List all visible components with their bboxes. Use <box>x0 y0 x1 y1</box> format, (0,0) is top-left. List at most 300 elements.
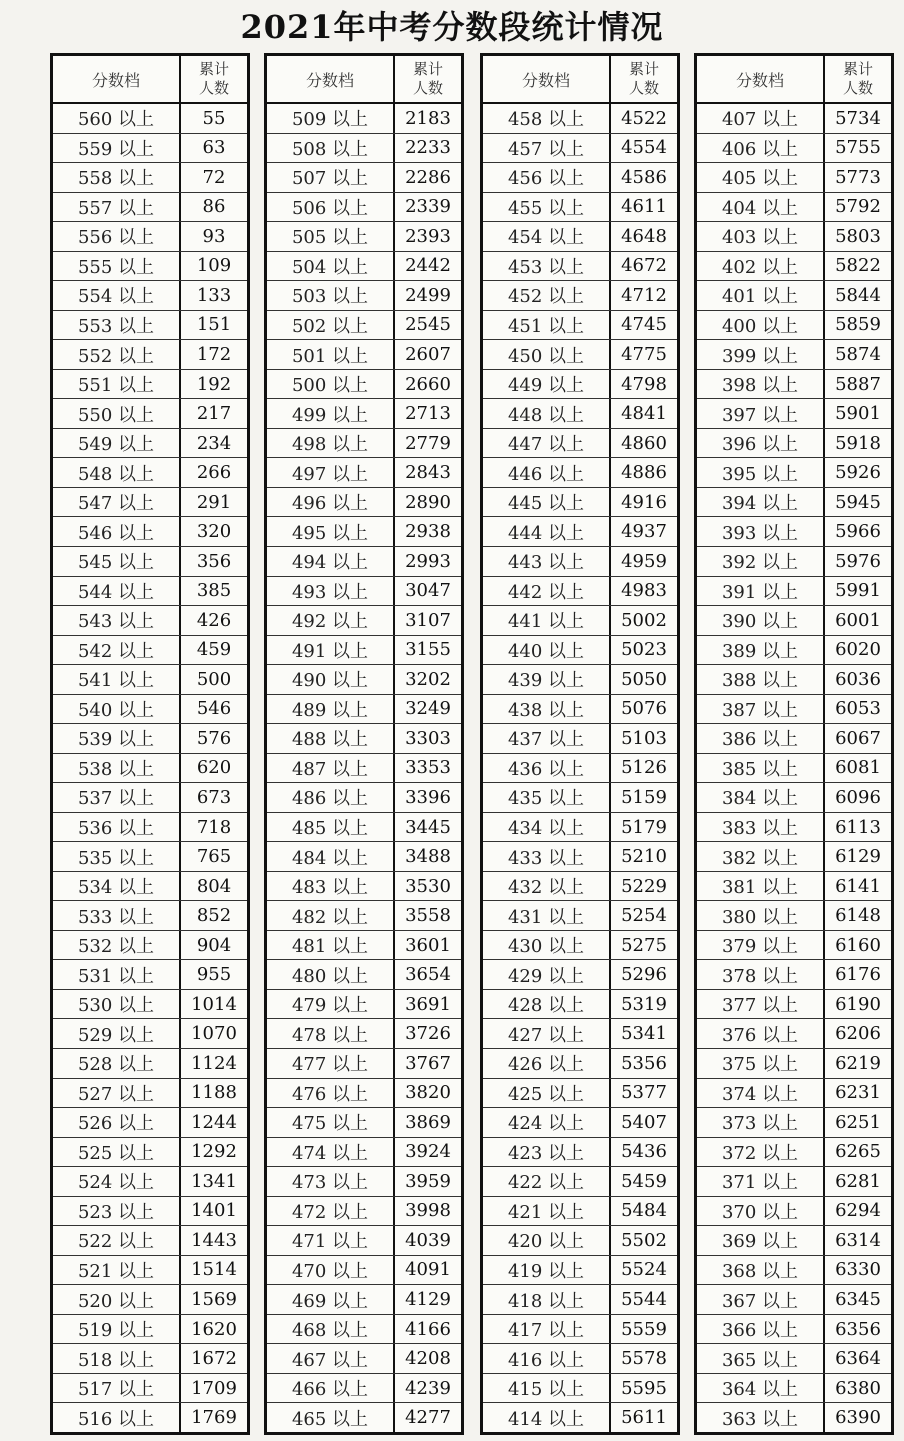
cumulative-count-cell: 3924 <box>405 1141 451 1163</box>
table-row <box>53 724 247 754</box>
table-row <box>483 222 677 252</box>
table-row <box>53 1315 247 1345</box>
cumulative-count-cell: 2843 <box>405 462 451 484</box>
cumulative-header-line1: 累计 <box>198 60 229 78</box>
score-cell: 496 以上 <box>267 488 395 517</box>
cumulative-count-cell: 5484 <box>621 1200 667 1222</box>
cumulative-count-cell: 3820 <box>405 1082 451 1104</box>
score-cell: 406 以上 <box>697 134 825 163</box>
score-cell: 373 以上 <box>697 1108 825 1137</box>
cumulative-count-cell: 1769 <box>191 1407 237 1429</box>
score-cell: 541 以上 <box>53 665 181 694</box>
score-cell: 532 以上 <box>53 931 181 960</box>
cumulative-count-cell: 3998 <box>405 1200 451 1222</box>
score-cell: 517 以上 <box>53 1374 181 1403</box>
table-row <box>697 429 891 459</box>
table-row <box>53 1344 247 1374</box>
table-row <box>483 1197 677 1227</box>
cumulative-count-cell: 4522 <box>621 107 667 129</box>
score-cell: 557 以上 <box>53 193 181 222</box>
cumulative-count-cell: 804 <box>196 875 232 897</box>
cumulative-count-cell: 1401 <box>191 1200 237 1222</box>
table-header <box>53 56 247 104</box>
score-cell: 368 以上 <box>697 1256 825 1285</box>
cumulative-count-cell: 133 <box>196 284 232 306</box>
cumulative-count-cell: 1070 <box>191 1023 237 1045</box>
score-cell: 474 以上 <box>267 1138 395 1167</box>
table-header <box>697 56 891 104</box>
cumulative-count-cell: 5436 <box>621 1141 667 1163</box>
score-cell: 378 以上 <box>697 960 825 989</box>
cumulative-column-header <box>181 56 247 102</box>
score-cell: 428 以上 <box>483 990 611 1019</box>
score-cell: 381 以上 <box>697 872 825 901</box>
cumulative-count-cell: 765 <box>196 846 232 868</box>
score-cell: 500 以上 <box>267 370 395 399</box>
table-row <box>697 872 891 902</box>
table-row <box>267 577 461 607</box>
cumulative-count-cell: 955 <box>196 964 232 986</box>
score-cell: 495 以上 <box>267 517 395 546</box>
cumulative-count-cell: 6053 <box>835 698 881 720</box>
cumulative-count-cell: 4672 <box>621 255 667 277</box>
cumulative-column-header <box>611 56 677 102</box>
score-cell: 438 以上 <box>483 695 611 724</box>
score-cell: 525 以上 <box>53 1138 181 1167</box>
cumulative-count-cell: 1014 <box>191 993 237 1015</box>
score-cell: 363 以上 <box>697 1403 825 1432</box>
table-row <box>53 695 247 725</box>
score-cell: 520 以上 <box>53 1285 181 1314</box>
score-cell: 443 以上 <box>483 547 611 576</box>
score-cell: 427 以上 <box>483 1019 611 1048</box>
table-row <box>697 990 891 1020</box>
table-row <box>697 783 891 813</box>
table-row <box>267 842 461 872</box>
cumulative-count-cell: 1443 <box>191 1229 237 1251</box>
table-row <box>483 399 677 429</box>
cumulative-count-cell: 217 <box>196 403 232 425</box>
score-cell: 434 以上 <box>483 813 611 842</box>
table-row <box>483 1226 677 1256</box>
table-row <box>53 1138 247 1168</box>
cumulative-count-cell: 3869 <box>405 1111 451 1133</box>
table-row <box>53 842 247 872</box>
score-cell: 469 以上 <box>267 1285 395 1314</box>
score-cell: 392 以上 <box>697 547 825 576</box>
score-cell: 476 以上 <box>267 1079 395 1108</box>
cumulative-count-cell: 5887 <box>835 373 881 395</box>
cumulative-count-cell: 86 <box>202 196 226 218</box>
cumulative-count-cell: 6067 <box>835 727 881 749</box>
score-cell: 395 以上 <box>697 458 825 487</box>
score-cell: 548 以上 <box>53 458 181 487</box>
score-cell: 485 以上 <box>267 813 395 842</box>
table-row <box>267 1403 461 1432</box>
score-cell: 423 以上 <box>483 1138 611 1167</box>
cumulative-count-cell: 6148 <box>835 905 881 927</box>
table-row <box>53 429 247 459</box>
score-table-4 <box>694 53 894 1435</box>
table-row <box>483 960 677 990</box>
score-cell: 388 以上 <box>697 665 825 694</box>
table-row <box>483 842 677 872</box>
cumulative-count-cell: 2993 <box>405 550 451 572</box>
cumulative-count-cell: 4208 <box>405 1348 451 1370</box>
score-cell: 486 以上 <box>267 783 395 812</box>
table-row <box>483 1374 677 1404</box>
table-row <box>483 1344 677 1374</box>
score-cell: 528 以上 <box>53 1049 181 1078</box>
score-cell: 380 以上 <box>697 901 825 930</box>
table-row <box>697 931 891 961</box>
cumulative-count-cell: 4554 <box>621 137 667 159</box>
score-cell: 365 以上 <box>697 1344 825 1373</box>
table-row <box>483 695 677 725</box>
table-row <box>483 1108 677 1138</box>
score-cell: 482 以上 <box>267 901 395 930</box>
cumulative-count-cell: 5356 <box>621 1052 667 1074</box>
cumulative-count-cell: 5926 <box>835 462 881 484</box>
table-row <box>483 636 677 666</box>
table-row <box>267 1138 461 1168</box>
score-cell: 538 以上 <box>53 754 181 783</box>
score-cell: 483 以上 <box>267 872 395 901</box>
table-row <box>697 1019 891 1049</box>
table-row <box>697 1108 891 1138</box>
score-column-header: 分数档 <box>483 56 611 102</box>
cumulative-count-cell: 6356 <box>835 1318 881 1340</box>
table-row <box>267 547 461 577</box>
table-row <box>697 517 891 547</box>
score-cell: 394 以上 <box>697 488 825 517</box>
score-cell: 559 以上 <box>53 134 181 163</box>
score-cell: 448 以上 <box>483 399 611 428</box>
score-cell: 422 以上 <box>483 1167 611 1196</box>
cumulative-count-cell: 3530 <box>405 875 451 897</box>
score-cell: 533 以上 <box>53 901 181 930</box>
table-row <box>697 695 891 725</box>
table-row <box>697 488 891 518</box>
score-cell: 481 以上 <box>267 931 395 960</box>
cumulative-count-cell: 2660 <box>405 373 451 395</box>
cumulative-count-cell: 5991 <box>835 580 881 602</box>
cumulative-count-cell: 6294 <box>835 1200 881 1222</box>
score-cell: 404 以上 <box>697 193 825 222</box>
table-row <box>697 370 891 400</box>
table-row <box>267 222 461 252</box>
cumulative-count-cell: 2233 <box>405 137 451 159</box>
score-cell: 384 以上 <box>697 783 825 812</box>
table-row <box>483 252 677 282</box>
score-cell: 536 以上 <box>53 813 181 842</box>
score-cell: 416 以上 <box>483 1344 611 1373</box>
cumulative-count-cell: 4611 <box>621 196 667 218</box>
score-cell: 371 以上 <box>697 1167 825 1196</box>
cumulative-count-cell: 5874 <box>835 344 881 366</box>
cumulative-count-cell: 852 <box>196 905 232 927</box>
cumulative-count-cell: 673 <box>196 786 232 808</box>
score-cell: 549 以上 <box>53 429 181 458</box>
cumulative-count-cell: 5976 <box>835 550 881 572</box>
table-row <box>697 399 891 429</box>
table-row <box>267 1019 461 1049</box>
table-row <box>53 1079 247 1109</box>
score-cell: 534 以上 <box>53 872 181 901</box>
cumulative-header-line2: 人数 <box>198 79 229 97</box>
table-row <box>697 665 891 695</box>
cumulative-count-cell: 4983 <box>621 580 667 602</box>
cumulative-count-cell: 6176 <box>835 964 881 986</box>
cumulative-count-cell: 356 <box>196 550 232 572</box>
cumulative-count-cell: 6314 <box>835 1229 881 1251</box>
cumulative-count-cell: 93 <box>202 225 226 247</box>
score-cell: 467 以上 <box>267 1344 395 1373</box>
score-cell: 494 以上 <box>267 547 395 576</box>
cumulative-count-cell: 5210 <box>621 846 667 868</box>
score-cell: 503 以上 <box>267 281 395 310</box>
cumulative-count-cell: 1292 <box>191 1141 237 1163</box>
table-row <box>53 1108 247 1138</box>
table-body <box>483 104 677 1432</box>
cumulative-count-cell: 4039 <box>405 1229 451 1251</box>
cumulative-count-cell: 1709 <box>191 1377 237 1399</box>
cumulative-count-cell: 1188 <box>191 1082 237 1104</box>
table-row <box>53 665 247 695</box>
table-row <box>267 1256 461 1286</box>
cumulative-count-cell: 4886 <box>621 462 667 484</box>
score-cell: 502 以上 <box>267 311 395 340</box>
table-row <box>267 872 461 902</box>
score-cell: 552 以上 <box>53 340 181 369</box>
score-cell: 537 以上 <box>53 783 181 812</box>
cumulative-count-cell: 2499 <box>405 284 451 306</box>
cumulative-count-cell: 5544 <box>621 1289 667 1311</box>
cumulative-count-cell: 5502 <box>621 1229 667 1251</box>
table-row <box>483 1167 677 1197</box>
score-cell: 370 以上 <box>697 1197 825 1226</box>
score-cell: 477 以上 <box>267 1049 395 1078</box>
table-row <box>483 281 677 311</box>
table-row <box>53 1403 247 1432</box>
cumulative-count-cell: 426 <box>196 609 232 631</box>
score-cell: 433 以上 <box>483 842 611 871</box>
score-cell: 418 以上 <box>483 1285 611 1314</box>
cumulative-count-cell: 6364 <box>835 1348 881 1370</box>
cumulative-count-cell: 5918 <box>835 432 881 454</box>
table-row <box>53 960 247 990</box>
table-row <box>267 104 461 134</box>
cumulative-count-cell: 5611 <box>621 1407 667 1429</box>
cumulative-count-cell: 6081 <box>835 757 881 779</box>
score-cell: 399 以上 <box>697 340 825 369</box>
table-row <box>53 488 247 518</box>
score-cell: 484 以上 <box>267 842 395 871</box>
score-cell: 455 以上 <box>483 193 611 222</box>
table-row <box>267 813 461 843</box>
cumulative-count-cell: 5159 <box>621 786 667 808</box>
cumulative-count-cell: 1569 <box>191 1289 237 1311</box>
score-cell: 539 以上 <box>53 724 181 753</box>
cumulative-count-cell: 2713 <box>405 403 451 425</box>
score-cell: 450 以上 <box>483 340 611 369</box>
score-cell: 405 以上 <box>697 163 825 192</box>
table-row <box>483 665 677 695</box>
score-cell: 470 以上 <box>267 1256 395 1285</box>
score-cell: 489 以上 <box>267 695 395 724</box>
score-cell: 554 以上 <box>53 281 181 310</box>
table-row <box>697 1285 891 1315</box>
score-cell: 445 以上 <box>483 488 611 517</box>
cumulative-count-cell: 1620 <box>191 1318 237 1340</box>
score-cell: 526 以上 <box>53 1108 181 1137</box>
table-row <box>483 104 677 134</box>
cumulative-count-cell: 4239 <box>405 1377 451 1399</box>
table-row <box>267 1197 461 1227</box>
table-row <box>697 1197 891 1227</box>
table-row <box>697 163 891 193</box>
score-cell: 453 以上 <box>483 252 611 281</box>
cumulative-count-cell: 718 <box>196 816 232 838</box>
table-row <box>53 577 247 607</box>
table-body <box>697 104 891 1432</box>
table-row <box>483 1019 677 1049</box>
cumulative-count-cell: 5755 <box>835 137 881 159</box>
score-cell: 543 以上 <box>53 606 181 635</box>
score-cell: 435 以上 <box>483 783 611 812</box>
score-cell: 478 以上 <box>267 1019 395 1048</box>
table-row <box>483 606 677 636</box>
cumulative-count-cell: 4712 <box>621 284 667 306</box>
table-row <box>53 134 247 164</box>
score-cell: 424 以上 <box>483 1108 611 1137</box>
table-row <box>483 783 677 813</box>
table-row <box>483 547 677 577</box>
table-row <box>267 665 461 695</box>
score-column-header: 分数档 <box>53 56 181 102</box>
cumulative-count-cell: 620 <box>196 757 232 779</box>
score-cell: 480 以上 <box>267 960 395 989</box>
table-row <box>483 163 677 193</box>
cumulative-count-cell: 5319 <box>621 993 667 1015</box>
table-row <box>697 842 891 872</box>
cumulative-count-cell: 5459 <box>621 1170 667 1192</box>
table-row <box>483 370 677 400</box>
table-row <box>697 1374 891 1404</box>
cumulative-count-cell: 6001 <box>835 609 881 631</box>
cumulative-count-cell: 5559 <box>621 1318 667 1340</box>
cumulative-count-cell: 5844 <box>835 284 881 306</box>
score-cell: 420 以上 <box>483 1226 611 1255</box>
table-row <box>53 1256 247 1286</box>
cumulative-count-cell: 5050 <box>621 668 667 690</box>
table-row <box>697 222 891 252</box>
cumulative-count-cell: 546 <box>196 698 232 720</box>
table-row <box>697 547 891 577</box>
cumulative-count-cell: 3249 <box>405 698 451 720</box>
table-row <box>53 754 247 784</box>
table-row <box>267 1315 461 1345</box>
cumulative-count-cell: 2607 <box>405 344 451 366</box>
score-cell: 468 以上 <box>267 1315 395 1344</box>
score-cell: 375 以上 <box>697 1049 825 1078</box>
cumulative-count-cell: 4798 <box>621 373 667 395</box>
cumulative-count-cell: 2286 <box>405 166 451 188</box>
score-cell: 504 以上 <box>267 252 395 281</box>
score-cell: 542 以上 <box>53 636 181 665</box>
table-row <box>267 488 461 518</box>
table-row <box>697 1403 891 1432</box>
score-cell: 441 以上 <box>483 606 611 635</box>
cumulative-count-cell: 6231 <box>835 1082 881 1104</box>
cumulative-count-cell: 6265 <box>835 1141 881 1163</box>
score-cell: 421 以上 <box>483 1197 611 1226</box>
cumulative-count-cell: 6219 <box>835 1052 881 1074</box>
table-row <box>483 872 677 902</box>
score-cell: 386 以上 <box>697 724 825 753</box>
table-row <box>267 1167 461 1197</box>
table-row <box>697 252 891 282</box>
cumulative-count-cell: 6141 <box>835 875 881 897</box>
cumulative-count-cell: 5734 <box>835 107 881 129</box>
score-cell: 417 以上 <box>483 1315 611 1344</box>
score-cell: 398 以上 <box>697 370 825 399</box>
score-cell: 397 以上 <box>697 399 825 428</box>
cumulative-count-cell: 3107 <box>405 609 451 631</box>
score-cell: 505 以上 <box>267 222 395 251</box>
table-row <box>267 193 461 223</box>
cumulative-count-cell: 1341 <box>191 1170 237 1192</box>
table-row <box>483 429 677 459</box>
score-cell: 369 以上 <box>697 1226 825 1255</box>
cumulative-count-cell: 1672 <box>191 1348 237 1370</box>
score-cell: 497 以上 <box>267 458 395 487</box>
table-row <box>267 1049 461 1079</box>
cumulative-count-cell: 4775 <box>621 344 667 366</box>
cumulative-count-cell: 1514 <box>191 1259 237 1281</box>
score-cell: 442 以上 <box>483 577 611 606</box>
table-row <box>53 783 247 813</box>
table-row <box>483 813 677 843</box>
cumulative-count-cell: 6380 <box>835 1377 881 1399</box>
cumulative-header-line1: 累计 <box>412 60 443 78</box>
score-cell: 407 以上 <box>697 104 825 133</box>
score-cell: 376 以上 <box>697 1019 825 1048</box>
score-cell: 551 以上 <box>53 370 181 399</box>
score-cell: 522 以上 <box>53 1226 181 1255</box>
cumulative-count-cell: 3488 <box>405 846 451 868</box>
score-cell: 451 以上 <box>483 311 611 340</box>
score-cell: 472 以上 <box>267 1197 395 1226</box>
table-row <box>53 990 247 1020</box>
cumulative-count-cell: 6096 <box>835 786 881 808</box>
cumulative-count-cell: 4860 <box>621 432 667 454</box>
score-cell: 547 以上 <box>53 488 181 517</box>
table-row <box>483 488 677 518</box>
table-row <box>697 901 891 931</box>
table-row <box>697 1344 891 1374</box>
table-row <box>53 517 247 547</box>
table-row <box>697 754 891 784</box>
cumulative-count-cell: 5229 <box>621 875 667 897</box>
score-cell: 524 以上 <box>53 1167 181 1196</box>
table-row <box>483 193 677 223</box>
score-cell: 415 以上 <box>483 1374 611 1403</box>
cumulative-count-cell: 5179 <box>621 816 667 838</box>
score-column-header: 分数档 <box>697 56 825 102</box>
table-row <box>267 429 461 459</box>
table-header <box>267 56 461 104</box>
